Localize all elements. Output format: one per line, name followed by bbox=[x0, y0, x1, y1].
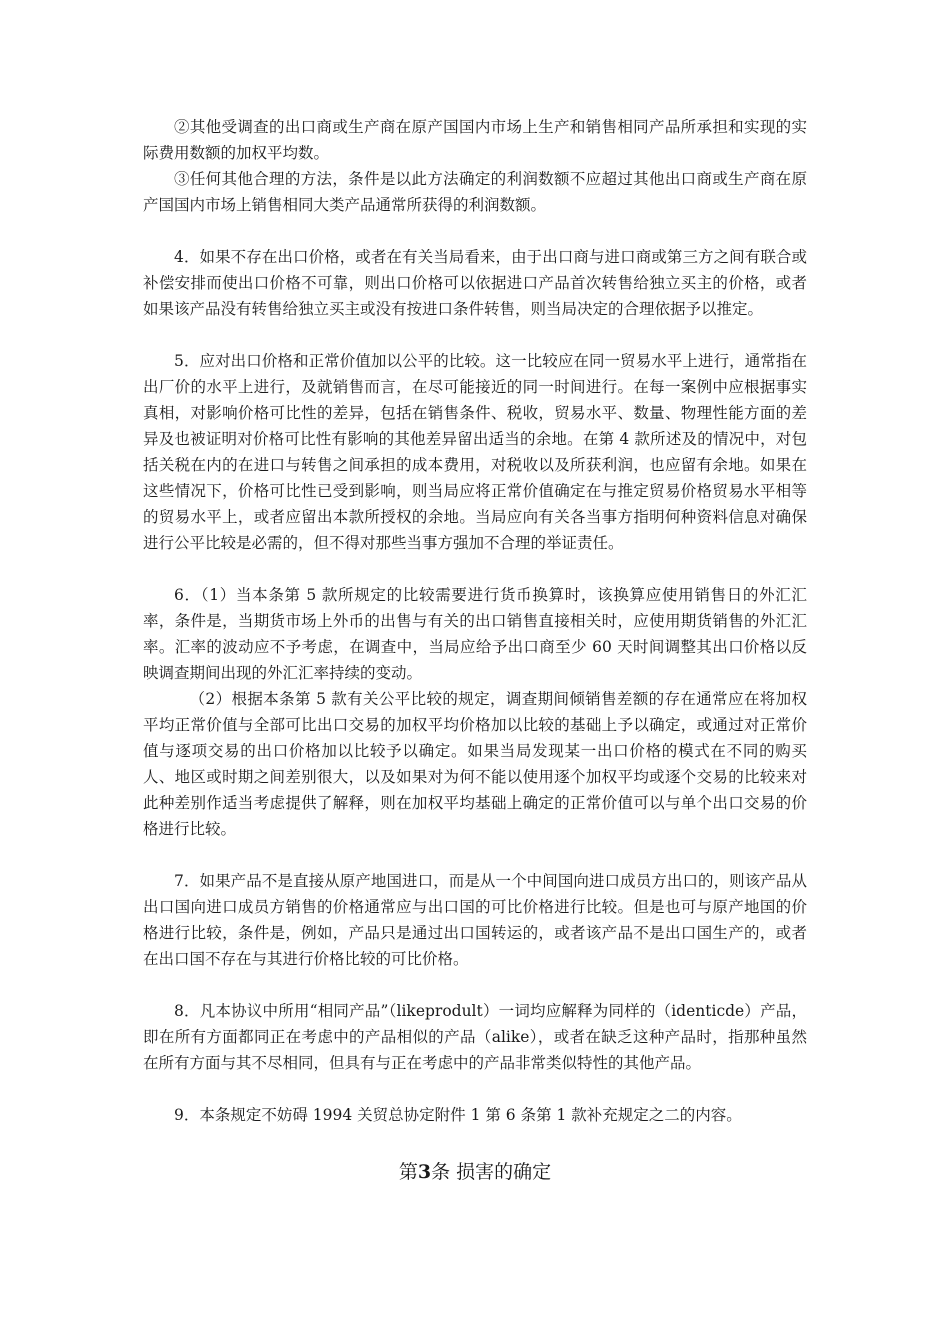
paragraph-2-8: 8．凡本协议中所用“相同产品”（likeprodult）一词均应解释为同样的（identicde）产品，即在所有方面都同正在考虑中的产品相似的产品（alike），或者在缺乏这种产品时，指那种虽然在所有方面与其不尽相同，但具有与正在考虑中的产品非常类似特性的其他产品。 bbox=[143, 1002, 807, 1072]
document-body bbox=[143, 114, 807, 1128]
paragraph-2-7: 7．如果产品不是直接从原产地国进口，而是从一个中间国向进口成员方出口的，则该产品从出口国向进口成员方销售的价格通常应与出口国的可比价格进行比较。但是也可与原产地国的价格进行比较，条件是，例如，产品只是通过出口国转运的，或者该产品不是出口国生产的，或者在出口国不存在与其进行价格比较的可比价格。 bbox=[143, 872, 807, 968]
heading-number: 3 bbox=[417, 1161, 432, 1183]
paragraph-2-6-1: 6．（1）当本条第 5 款所规定的比较需要进行货币换算时，该换算应使用销售日的外汇汇率，条件是，当期货市场上外币的出售与有关的出口销售直接相关时，应使用期货销售的外汇汇率。汇率的波动应不予考虑，在调查中，当局应给予出口商至少 60 天时间调整其出口价格以反映调查期间出现的外汇汇率持续的变动。 bbox=[143, 586, 807, 682]
paragraph-2-4: 4．如果不存在出口价格，或者在有关当局看来，由于出口商与进口商或第三方之间有联合或补偿安排而使出口价格不可靠，则出口价格可以依据进口产品首次转售给独立买主的价格，或者如果该产品没有转售给独立买主或没有按进口条件转售，则当局决定的合理依据予以推定。 bbox=[143, 248, 807, 318]
article-3-heading bbox=[0, 1157, 950, 1187]
paragraph-2-9: 9．本条规定不妨碍 1994 关贸总协定附件 1 第 6 条第 1 款补充规定之二的内容。 bbox=[174, 1106, 742, 1124]
paragraph-2-3-2: ②其他受调查的出口商或生产商在原产国国内市场上生产和销售相同产品所承担和实现的实际费用数额的加权平均数。 bbox=[143, 118, 807, 162]
heading-suffix: 条 损害的确定 bbox=[431, 1161, 552, 1183]
paragraph-2-3-3: ③任何其他合理的方法，条件是以此方法确定的利润数额不应超过其他出口商或生产商在原产国国内市场上销售相同大类产品通常所获得的利润数额。 bbox=[143, 170, 807, 214]
paragraph-2-6-2: （2）根据本条第 5 款有关公平比较的规定，调查期间倾销售差额的存在通常应在将加权平均正常价值与全部可比出口交易的加权平均价格加以比较的基础上予以确定，或通过对正常价值与逐项交易的出口价格加以比较予以确定。如果当局发现某一出口价格的模式在不同的购买人、地区或时期之间差别很大，以及如果对为何不能以使用逐个加权平均或逐个交易的比较来对此种差别作适当考虑提供了解释，则在加权平均基础上确定的正常价值可以与单个出口交易的价格进行比较。 bbox=[143, 690, 807, 838]
paragraph-2-5: 5．应对出口价格和正常价值加以公平的比较。这一比较应在同一贸易水平上进行，通常指在出厂价的水平上进行，及就销售而言，在尽可能接近的同一时间进行。在每一案例中应根据事实真相，对影响价格可比性的差异，包括在销售条件、税收，贸易水平、数量、物理性能方面的差异及也被证明对价格可比性有影响的其他差异留出适当的余地。在第 4 款所述及的情况中，对包括关税在内的在进口与转售之间承担的成本费用，对税收以及所获利润，也应留有余地。如果在这些情况下，价格可比性已受到影响，则当局应将正常价值确定在与推定贸易价格贸易水平相等的贸易水平上，或者应留出本款所授权的余地。当局应向有关各当事方指明何种资料信息对确保进行公平比较是必需的，但不得对那些当事方强加不合理的举证责任。 bbox=[143, 352, 807, 552]
heading-prefix: 第 bbox=[398, 1161, 418, 1183]
